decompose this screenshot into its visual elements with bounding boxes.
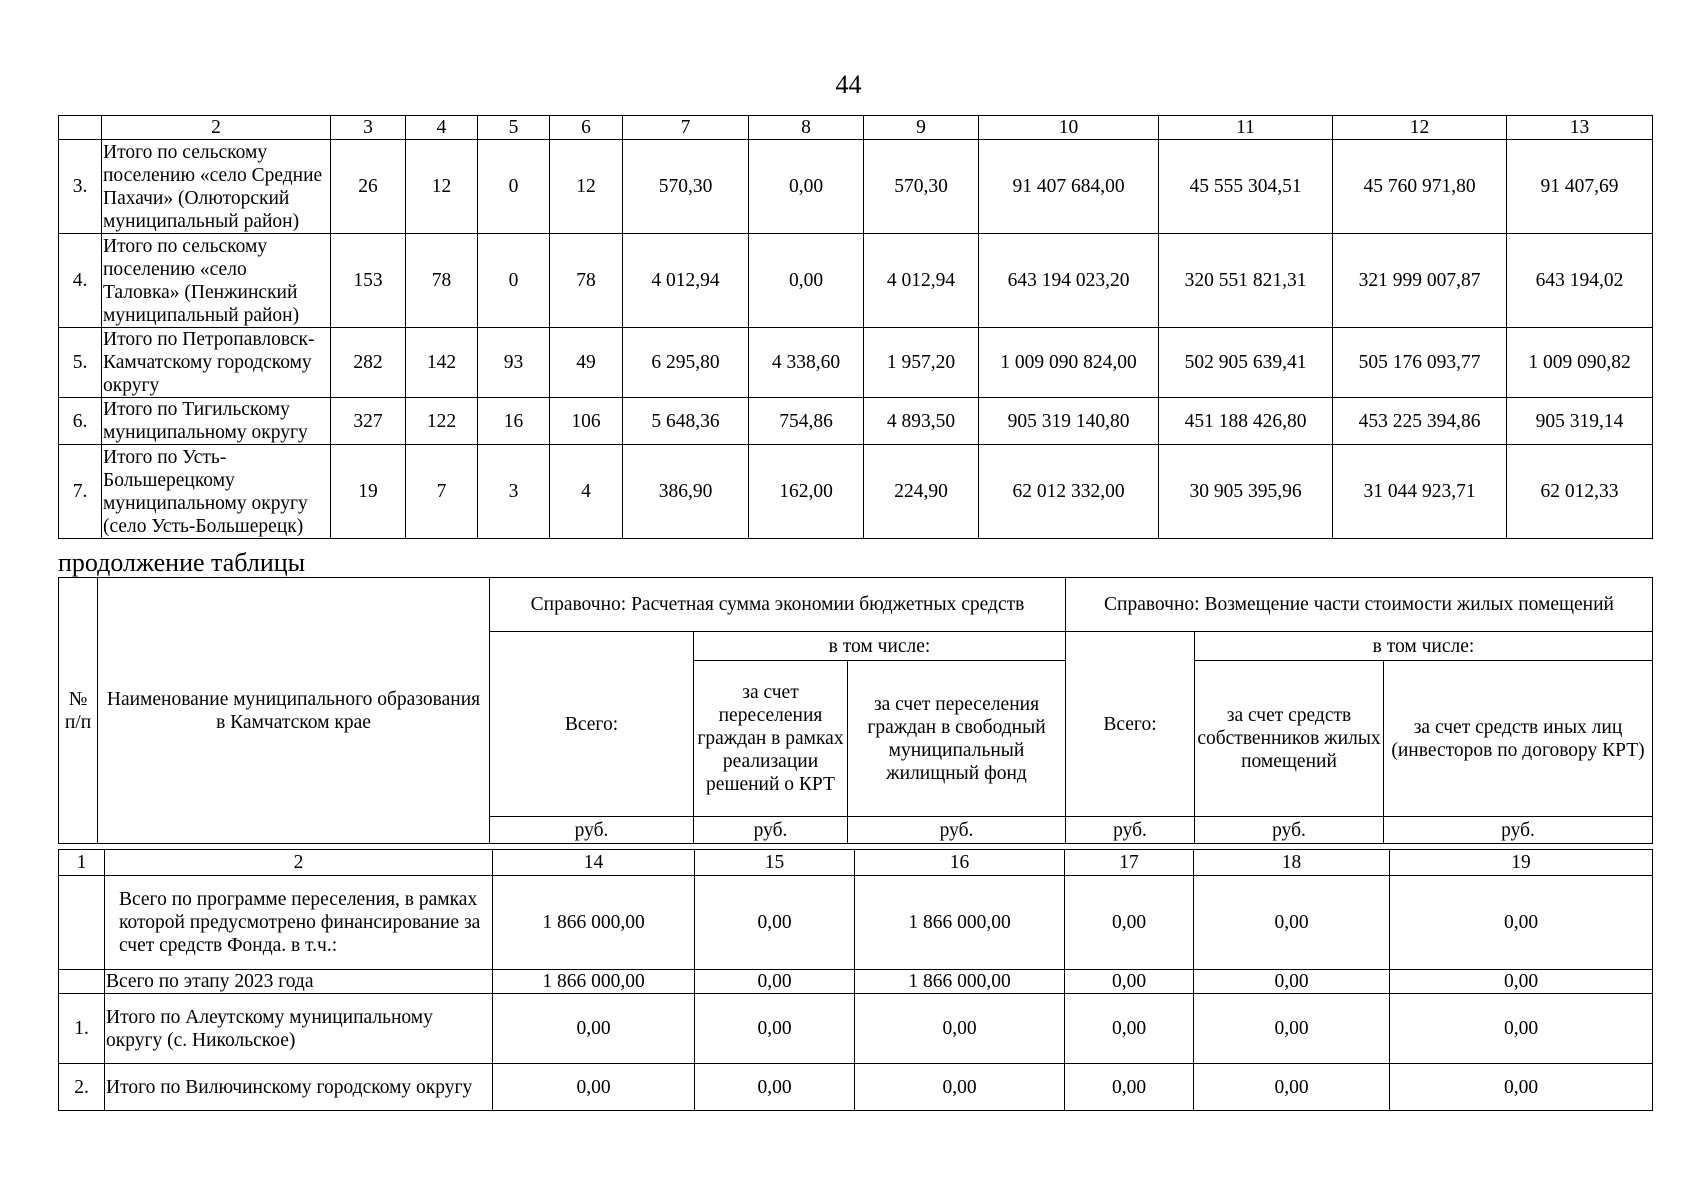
value-cell: 453 225 394,86 — [1333, 398, 1507, 445]
unit-cell: руб. — [848, 817, 1066, 844]
value-cell: 45 760 971,80 — [1333, 140, 1507, 234]
column-number-cell: 19 — [1390, 850, 1653, 876]
name-column-header: Наименование муниципального образования в Камчатском крае — [98, 578, 490, 844]
value-cell: 0,00 — [1194, 876, 1390, 970]
column-number-cell: 15 — [695, 850, 855, 876]
value-cell: 0,00 — [749, 140, 864, 234]
column-number-cell: 7 — [623, 116, 749, 140]
municipality-name-cell: Итого по Алеутскому муниципальному округу (с. Никольское) — [105, 994, 493, 1064]
value-cell: 142 — [406, 328, 478, 398]
column-number-cell: 2 — [105, 850, 493, 876]
value-cell: 451 188 426,80 — [1159, 398, 1333, 445]
value-cell: 4 338,60 — [749, 328, 864, 398]
value-cell: 0,00 — [1390, 1064, 1653, 1111]
value-cell: 78 — [406, 234, 478, 328]
table-row — [59, 970, 1653, 994]
value-cell: 0,00 — [493, 994, 695, 1064]
value-cell: 0,00 — [1065, 994, 1194, 1064]
column-number-cell: 11 — [1159, 116, 1333, 140]
value-cell: 30 905 395,96 — [1159, 445, 1333, 539]
value-cell: 282 — [331, 328, 406, 398]
row-number-cell — [59, 876, 105, 970]
value-cell: 93 — [478, 328, 550, 398]
value-cell: 0,00 — [1390, 970, 1653, 994]
table-row — [59, 994, 1653, 1064]
column-number-cell: 13 — [1507, 116, 1653, 140]
value-cell: 0,00 — [1065, 970, 1194, 994]
value-cell: 905 319 140,80 — [979, 398, 1159, 445]
value-cell: 0,00 — [1194, 970, 1390, 994]
value-cell: 1 957,20 — [864, 328, 979, 398]
unit-cell: руб. — [1384, 817, 1653, 844]
value-cell: 327 — [331, 398, 406, 445]
table-row — [59, 398, 1653, 445]
value-cell: 505 176 093,77 — [1333, 328, 1507, 398]
krt-relocation-header: за счет переселения граждан в рамках реализации решений о КРТ — [694, 661, 848, 817]
continuation-table-header — [58, 577, 1653, 844]
value-cell: 1 009 090,82 — [1507, 328, 1653, 398]
table-row — [59, 328, 1653, 398]
column-number-cell: 12 — [1333, 116, 1507, 140]
table-row — [59, 876, 1653, 970]
value-cell: 31 044 923,71 — [1333, 445, 1507, 539]
column-number-cell: 14 — [493, 850, 695, 876]
value-cell: 1 866 000,00 — [493, 876, 695, 970]
unit-cell: руб. — [1195, 817, 1384, 844]
value-cell: 0,00 — [1194, 1064, 1390, 1111]
value-cell: 1 009 090 824,00 — [979, 328, 1159, 398]
value-cell: 0,00 — [855, 1064, 1065, 1111]
value-cell: 1 866 000,00 — [855, 970, 1065, 994]
value-cell: 4 893,50 — [864, 398, 979, 445]
municipality-name-cell: Итого по сельскому поселению «село Таловка» (Пенжинский муниципальный район) — [102, 234, 331, 328]
value-cell: 49 — [550, 328, 623, 398]
unit-cell: руб. — [694, 817, 848, 844]
municipality-name-cell: Итого по Тигильскому муниципальному округу — [102, 398, 331, 445]
value-cell: 91 407 684,00 — [979, 140, 1159, 234]
value-cell: 26 — [331, 140, 406, 234]
value-cell: 78 — [550, 234, 623, 328]
municipality-name-cell: Итого по Вилючинскому городскому округу — [105, 1064, 493, 1111]
column-number-cell: 1 — [59, 850, 105, 876]
value-cell: 0,00 — [1390, 876, 1653, 970]
value-cell: 905 319,14 — [1507, 398, 1653, 445]
value-cell: 502 905 639,41 — [1159, 328, 1333, 398]
value-cell: 4 012,94 — [864, 234, 979, 328]
compensation-total-header: Всего: — [1066, 632, 1195, 817]
column-number-cell: 17 — [1065, 850, 1194, 876]
value-cell: 0,00 — [1065, 876, 1194, 970]
table-continuation-caption: продолжение таблицы — [58, 548, 306, 577]
value-cell: 320 551 821,31 — [1159, 234, 1333, 328]
column-number-cell: 6 — [550, 116, 623, 140]
municipal-fund-relocation-header: за счет переселения граждан в свободный муниципальный жилищный фонд — [848, 661, 1066, 817]
table-row — [59, 1064, 1653, 1111]
municipality-name-cell: Итого по Усть-Большерецкому муниципальному округу (село Усть-Большерецк) — [102, 445, 331, 539]
value-cell: 16 — [478, 398, 550, 445]
unit-cell: руб. — [1066, 817, 1195, 844]
row-number-cell: 1. — [59, 994, 105, 1064]
value-cell: 570,30 — [623, 140, 749, 234]
value-cell: 62 012 332,00 — [979, 445, 1159, 539]
num-column-header: № п/п — [59, 578, 98, 844]
value-cell: 0,00 — [695, 970, 855, 994]
unit-cell: руб. — [490, 817, 694, 844]
row-number-cell: 5. — [59, 328, 102, 398]
municipality-name-cell: Всего по программе переселения, в рамках которой предусмотрено финансирование за счет средств Фонда. в т.ч.: — [105, 876, 493, 970]
value-cell: 386,90 — [623, 445, 749, 539]
table-row — [59, 140, 1653, 234]
row-number-cell: 4. — [59, 234, 102, 328]
investors-funds-header: за счет средств иных лиц (инвесторов по договору КРТ) — [1384, 661, 1653, 817]
value-cell: 224,90 — [864, 445, 979, 539]
savings-including-header: в том числе: — [694, 632, 1066, 661]
value-cell: 62 012,33 — [1507, 445, 1653, 539]
table-row — [59, 445, 1653, 539]
value-cell: 570,30 — [864, 140, 979, 234]
value-cell: 4 — [550, 445, 623, 539]
value-cell: 3 — [478, 445, 550, 539]
value-cell: 45 555 304,51 — [1159, 140, 1333, 234]
value-cell: 0 — [478, 234, 550, 328]
value-cell: 1 866 000,00 — [493, 970, 695, 994]
value-cell: 0,00 — [695, 994, 855, 1064]
column-number-cell: 2 — [102, 116, 331, 140]
value-cell: 106 — [550, 398, 623, 445]
column-number-row — [59, 850, 1653, 876]
column-number-cell: 8 — [749, 116, 864, 140]
value-cell: 162,00 — [749, 445, 864, 539]
column-number-cell — [59, 116, 102, 140]
value-cell: 6 295,80 — [623, 328, 749, 398]
row-number-cell: 6. — [59, 398, 102, 445]
municipality-name-cell: Итого по Петропавловск-Камчатскому городскому округу — [102, 328, 331, 398]
value-cell: 643 194,02 — [1507, 234, 1653, 328]
value-cell: 0,00 — [1390, 994, 1653, 1064]
column-number-row — [59, 116, 1653, 140]
value-cell: 122 — [406, 398, 478, 445]
value-cell: 12 — [406, 140, 478, 234]
value-cell: 5 648,36 — [623, 398, 749, 445]
value-cell: 4 012,94 — [623, 234, 749, 328]
column-number-cell: 10 — [979, 116, 1159, 140]
data-table-part-1 — [58, 115, 1653, 539]
column-number-cell: 3 — [331, 116, 406, 140]
row-number-cell: 7. — [59, 445, 102, 539]
value-cell: 19 — [331, 445, 406, 539]
value-cell: 0,00 — [1194, 994, 1390, 1064]
value-cell: 0,00 — [1065, 1064, 1194, 1111]
value-cell: 1 866 000,00 — [855, 876, 1065, 970]
value-cell: 754,86 — [749, 398, 864, 445]
value-cell: 91 407,69 — [1507, 140, 1653, 234]
page-number: 44 — [835, 70, 862, 99]
budget-savings-group-header: Справочно: Расчетная сумма экономии бюджетных средств — [490, 578, 1066, 632]
row-number-cell: 2. — [59, 1064, 105, 1111]
row-number-cell — [59, 970, 105, 994]
compensation-including-header: в том числе: — [1195, 632, 1653, 661]
row-number-cell: 3. — [59, 140, 102, 234]
column-number-cell: 5 — [478, 116, 550, 140]
value-cell: 12 — [550, 140, 623, 234]
value-cell: 0,00 — [855, 994, 1065, 1064]
value-cell: 153 — [331, 234, 406, 328]
value-cell: 321 999 007,87 — [1333, 234, 1507, 328]
value-cell: 0,00 — [695, 876, 855, 970]
column-number-cell: 9 — [864, 116, 979, 140]
municipality-name-cell: Итого по сельскому поселению «село Средние Пахачи» (Олюторский муниципальный район) — [102, 140, 331, 234]
table-row — [59, 234, 1653, 328]
owners-funds-header: за счет средств собственников жилых помещений — [1195, 661, 1384, 817]
savings-total-header: Всего: — [490, 632, 694, 817]
data-table-part-2 — [58, 849, 1653, 1111]
column-number-cell: 16 — [855, 850, 1065, 876]
municipality-name-cell: Всего по этапу 2023 года — [105, 970, 493, 994]
value-cell: 0 — [478, 140, 550, 234]
column-number-cell: 4 — [406, 116, 478, 140]
value-cell: 0,00 — [493, 1064, 695, 1111]
value-cell: 0,00 — [749, 234, 864, 328]
compensation-group-header: Справочно: Возмещение части стоимости жилых помещений — [1066, 578, 1653, 632]
value-cell: 7 — [406, 445, 478, 539]
column-number-cell: 18 — [1194, 850, 1390, 876]
value-cell: 0,00 — [695, 1064, 855, 1111]
value-cell: 643 194 023,20 — [979, 234, 1159, 328]
